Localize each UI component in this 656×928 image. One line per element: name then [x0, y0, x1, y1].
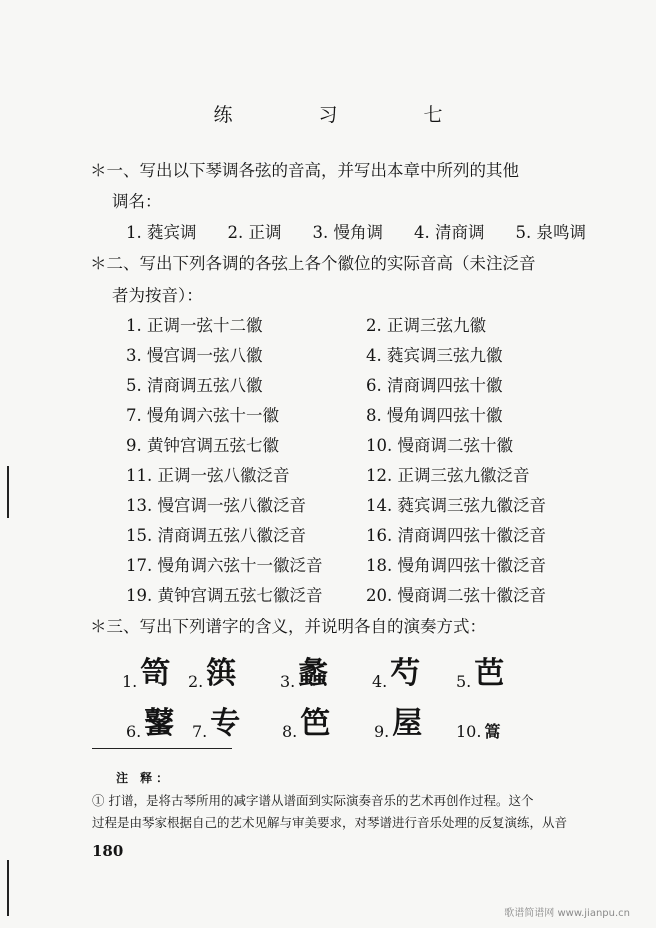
- q2-line2: 者为按音）：: [112, 286, 203, 305]
- list-item: 11. 正调一弦八徽泛音: [126, 466, 290, 485]
- scan-edge-mark: [7, 466, 9, 518]
- list-item: 18. 慢角调四弦十徽泛音: [366, 556, 546, 575]
- q1-tunings: [126, 219, 586, 243]
- list-item: 7. 慢角调六弦十一徽: [126, 406, 279, 425]
- glyph-row-2: [122, 695, 522, 745]
- glyph-item: [188, 657, 236, 691]
- footnote-divider: [92, 748, 232, 749]
- list-item: 15. 清商调五弦八徽泛音: [126, 526, 306, 545]
- glyph-number: 3.: [280, 672, 296, 691]
- glyph-number: 6.: [126, 722, 142, 741]
- exercise-title: 练 习 七: [213, 104, 483, 126]
- scan-edge-mark: [7, 860, 9, 916]
- page-number: 180: [92, 842, 124, 860]
- footnote-line: ① 打谱，是将古琴所用的减字谱从谱面到实际演奏音乐的艺术再创作过程。这个: [92, 793, 534, 808]
- tuning-item: 5. 泉鸣调: [515, 223, 586, 242]
- glyph-number: 8.: [282, 722, 298, 741]
- list-item: 3. 慢宫调一弦八徽: [126, 346, 263, 365]
- list-item: 8. 慢角调四弦十徽: [366, 406, 503, 425]
- list-item: 19. 黄钟宫调五弦七徽泛音: [126, 586, 323, 605]
- list-item: 17. 慢角调六弦十一徽泛音: [126, 556, 323, 575]
- glyph-item: [126, 707, 174, 741]
- footnote-line: 过程是由琴家根据自己的艺术见解与审美要求，对琴谱进行音乐处理的反复演练，从音: [92, 815, 568, 830]
- tablature-glyph: 笆: [300, 706, 331, 741]
- glyph-number: 10.: [456, 722, 482, 741]
- glyph-item: [192, 707, 240, 741]
- glyph-number: 5.: [456, 672, 472, 691]
- tablature-glyph: 篙: [484, 722, 501, 741]
- glyph-number: 4.: [372, 672, 388, 691]
- list-item: 20. 慢商调二弦十徽泛音: [366, 586, 546, 605]
- tablature-glyph: 屋: [392, 706, 423, 741]
- tablature-glyph: 芍: [390, 656, 421, 691]
- list-item: 14. 蕤宾调三弦九徽泛音: [366, 496, 546, 515]
- glyph-item: [374, 707, 422, 741]
- watermark: 歌谱简谱网 www.jianpu.cn: [504, 908, 630, 919]
- list-item: 2. 正调三弦九徽: [366, 316, 486, 335]
- tuning-item: 3. 慢角调: [312, 223, 383, 242]
- tablature-glyph: 鼜: [144, 706, 175, 741]
- q2-line1: ＊二、写出下列各调的各弦上各个徽位的实际音高（未注泛音: [90, 254, 536, 273]
- q1-line2: 调名：: [112, 192, 162, 211]
- tuning-item: 1. 蕤宾调: [126, 223, 197, 242]
- glyph-number: 2.: [188, 672, 204, 691]
- tablature-glyph: 笥: [140, 656, 171, 691]
- list-item: 13. 慢宫调一弦八徽泛音: [126, 496, 306, 515]
- glyph-row-1: [122, 645, 522, 695]
- glyph-number: 1.: [122, 672, 138, 691]
- tablature-glyph: 蠡: [298, 656, 329, 691]
- q3-line1: ＊三、写出下列谱字的含义，并说明各自的演奏方式：: [90, 617, 486, 636]
- list-item: 12. 正调三弦九徽泛音: [366, 466, 530, 485]
- glyph-number: 9.: [374, 722, 390, 741]
- glyph-item: [122, 657, 170, 691]
- glyph-item: [280, 657, 328, 691]
- list-item: 5. 清商调五弦八徽: [126, 376, 263, 395]
- list-item: 16. 清商调四弦十徽泛音: [366, 526, 546, 545]
- tuning-item: 2. 正调: [227, 223, 282, 242]
- glyph-item: [372, 657, 420, 691]
- tablature-glyph: 篊: [206, 656, 237, 691]
- tuning-item: 4. 清商调: [414, 223, 485, 242]
- glyph-number: 7.: [192, 722, 208, 741]
- list-item: 6. 清商调四弦十徽: [366, 376, 503, 395]
- glyph-item: [456, 657, 504, 691]
- notes-heading: 注 释：: [116, 771, 173, 785]
- q1-line1: ＊一、写出以下琴调各弦的音高，并写出本章中所列的其他: [90, 161, 519, 180]
- glyph-item: [456, 722, 500, 741]
- list-item: 9. 黄钟宫调五弦七徽: [126, 436, 279, 455]
- tablature-glyph: 芭: [474, 656, 505, 691]
- list-item: 4. 蕤宾调三弦九徽: [366, 346, 503, 365]
- list-item: 10. 慢商调二弦十徽: [366, 436, 513, 455]
- glyph-item: [282, 707, 330, 741]
- tablature-glyph: 专: [210, 706, 241, 741]
- list-item: 1. 正调一弦十二徽: [126, 316, 263, 335]
